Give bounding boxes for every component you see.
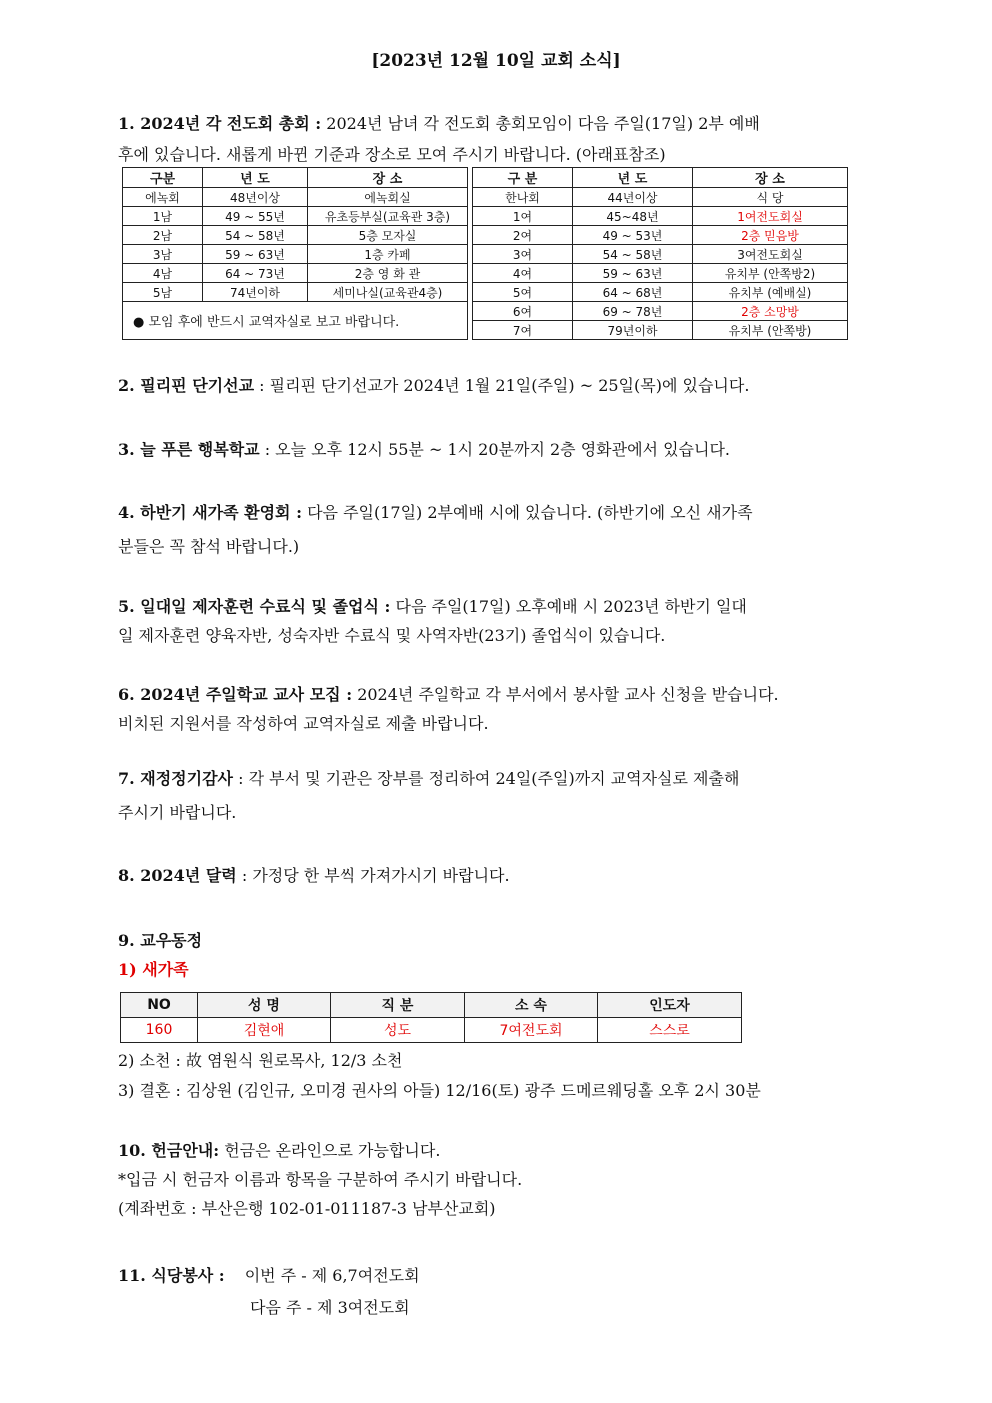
table-cell: 59 ~ 63년 <box>203 245 308 264</box>
table-cell: 5층 모자실 <box>308 226 468 245</box>
section-1-heading: 1. 2024년 각 전도회 총회 : <box>118 114 322 133</box>
section-2-heading: 2. 필리핀 단기선교 <box>118 376 255 395</box>
kitchen-this-week: 이번 주 - 제 6,7여전도회 <box>244 1266 420 1285</box>
table-cell: 1층 카페 <box>308 245 468 264</box>
table-row <box>121 1018 742 1043</box>
table-cell: 69 ~ 78년 <box>573 302 693 321</box>
table-cell: 유치부 (예배실) <box>693 283 848 302</box>
section-2-text: : 필리핀 단기선교가 2024년 1월 21일(주일) ~ 25일(목)에 있습니다. <box>254 376 750 395</box>
kitchen-next-week: 다음 주 - 제 3여전도회 <box>250 1298 410 1317</box>
table-cell: 유치부 (안쪽방) <box>693 321 848 340</box>
table-cell: 3여 <box>473 245 573 264</box>
table-cell: 스스로 <box>598 1018 742 1043</box>
table-cell: 세미나실(교육관4층) <box>308 283 468 302</box>
section-5-heading: 5. 일대일 제자훈련 수료식 및 졸업식 : <box>118 597 391 616</box>
table-row <box>123 226 848 245</box>
section-7-heading: 7. 재정정기감사 <box>118 769 234 788</box>
table-cell: 한나회 <box>473 188 573 207</box>
section-1 <box>118 108 878 170</box>
table-row <box>123 264 848 283</box>
section-6 <box>118 680 878 738</box>
obituary-line: 2) 소천 : 故 염원식 원로목사, 12/3 소천 <box>118 1051 403 1070</box>
section-7 <box>118 762 878 830</box>
table-cell: 2여 <box>473 226 573 245</box>
table-cell: 4남 <box>123 264 203 283</box>
section-9-details <box>118 1046 898 1106</box>
header-cell: 성 명 <box>198 993 331 1018</box>
section-4-text-1: 다음 주일(17일) 2부예배 시에 있습니다. (하반기에 오신 새가족 <box>302 503 753 522</box>
header-cell: 구분 <box>123 168 203 188</box>
table-cell: 2남 <box>123 226 203 245</box>
section-8-heading: 8. 2024년 달력 <box>118 866 237 885</box>
header-cell: 장 소 <box>693 168 848 188</box>
table-cell: 6여 <box>473 302 573 321</box>
new-family-subheading: 1) 새가족 <box>118 960 189 979</box>
section-6-text-1: 2024년 주일학교 각 부서에서 봉사할 교사 신청을 받습니다. <box>352 685 779 704</box>
table-cell: 에녹회실 <box>308 188 468 207</box>
table-cell: 김현애 <box>198 1018 331 1043</box>
table-row <box>123 283 848 302</box>
table-cell: 48년이상 <box>203 188 308 207</box>
section-10-heading: 10. 헌금안내: <box>118 1141 220 1160</box>
section-8-text: : 가정당 한 부씩 가져가시기 바랍니다. <box>236 866 510 885</box>
header-cell: 장 소 <box>308 168 468 188</box>
table-cell: 4여 <box>473 264 573 283</box>
section-7-text-1: : 각 부서 및 기관은 장부를 정리하여 24일(주일)까지 교역자실로 제출해 <box>233 769 740 788</box>
table-row <box>123 245 848 264</box>
table-cell: 59 ~ 63년 <box>573 264 693 283</box>
table-cell: 3남 <box>123 245 203 264</box>
section-9-heading: 9. 교우동정 <box>118 931 203 950</box>
meeting-table <box>122 167 848 340</box>
table-row <box>123 207 848 226</box>
table-cell: 7여 <box>473 321 573 340</box>
report-note: ● 모임 후에 반드시 교역자실로 보고 바랍니다. <box>123 302 468 340</box>
table-cell: 1남 <box>123 207 203 226</box>
section-5-text-1: 다음 주일(17일) 오후예배 시 2023년 하반기 일대 <box>390 597 747 616</box>
table-cell: 79년이하 <box>573 321 693 340</box>
table-cell: 5여 <box>473 283 573 302</box>
table-row <box>123 188 848 207</box>
section-6-heading: 6. 2024년 주일학교 교사 모집 : <box>118 685 353 704</box>
section-4-text-2: 분들은 꼭 참석 바랍니다.) <box>118 537 300 556</box>
table-cell: 54 ~ 58년 <box>203 226 308 245</box>
table-cell: 식 당 <box>693 188 848 207</box>
table-cell: 유치부 (안쪽방2) <box>693 264 848 283</box>
section-7-text-2: 주시기 바랍니다. <box>118 803 237 822</box>
section-1-text-2: 후에 있습니다. 새롭게 바뀐 기준과 장소로 모여 주시기 바랍니다. (아래표참조) <box>118 145 666 164</box>
section-10 <box>118 1136 878 1223</box>
meeting-table-header <box>123 168 848 188</box>
section-6-text-2: 비치된 지원서를 작성하여 교역자실로 제출 바랍니다. <box>118 714 489 733</box>
table-cell: 49 ~ 55년 <box>203 207 308 226</box>
section-5 <box>118 592 878 650</box>
wedding-line: 3) 결혼 : 김상원 (김인규, 오미경 권사의 아들) 12/16(토) 광주 드메르웨딩홀 오후 2시 30분 <box>118 1081 761 1100</box>
header-cell: 소 속 <box>465 993 598 1018</box>
header-cell: 년 도 <box>573 168 693 188</box>
table-cell: 45~48년 <box>573 207 693 226</box>
header-cell: 구 분 <box>473 168 573 188</box>
section-4 <box>118 496 878 564</box>
table-cell: 성도 <box>331 1018 465 1043</box>
table-cell: 2층 소망방 <box>693 302 848 321</box>
table-cell: 44년이상 <box>573 188 693 207</box>
section-10-text-1: 헌금은 온라인으로 가능합니다. <box>219 1141 441 1160</box>
table-cell: 유초등부실(교육관 3층) <box>308 207 468 226</box>
table-cell: 74년이하 <box>203 283 308 302</box>
section-11 <box>118 1260 878 1324</box>
section-9 <box>118 926 878 984</box>
table-cell: 1여 <box>473 207 573 226</box>
section-3 <box>118 434 878 465</box>
table-cell: 2층 믿음방 <box>693 226 848 245</box>
table-cell: 1여전도회실 <box>693 207 848 226</box>
table-cell: 7여전도회 <box>465 1018 598 1043</box>
new-family-table <box>120 992 742 1043</box>
table-cell: 64 ~ 68년 <box>573 283 693 302</box>
section-3-heading: 3. 늘 푸른 행복학교 <box>118 440 260 459</box>
table-cell: 2층 영 화 관 <box>308 264 468 283</box>
table-cell: 64 ~ 73년 <box>203 264 308 283</box>
section-3-text: : 오늘 오후 12시 55분 ~ 1시 20분까지 2층 영화관에서 있습니다. <box>259 440 730 459</box>
header-cell: 년 도 <box>203 168 308 188</box>
section-8 <box>118 860 878 891</box>
header-cell: NO <box>121 993 198 1018</box>
table-cell: 5남 <box>123 283 203 302</box>
page-title: [2023년 12월 10일 교회 소식] <box>371 51 621 71</box>
table-row <box>123 302 848 321</box>
section-10-text-2: *입금 시 헌금자 이름과 항목을 구분하여 주시기 바랍니다. <box>118 1170 523 1189</box>
section-11-heading: 11. 식당봉사 : <box>118 1266 225 1285</box>
table-cell: 49 ~ 53년 <box>573 226 693 245</box>
section-2 <box>118 370 878 401</box>
header-cell: 인도자 <box>598 993 742 1018</box>
table-cell: 에녹회 <box>123 188 203 207</box>
header-cell: 직 분 <box>331 993 465 1018</box>
section-5-text-2: 일 제자훈련 양육자반, 성숙자반 수료식 및 사역자반(23기) 졸업식이 있습니다. <box>118 626 666 645</box>
table-cell: 160 <box>121 1018 198 1043</box>
table-cell: 54 ~ 58년 <box>573 245 693 264</box>
section-1-text-1: 2024년 남녀 각 전도회 총회모임이 다음 주일(17일) 2부 예배 <box>321 114 760 133</box>
new-family-header <box>121 993 742 1018</box>
table-cell: 3여전도회실 <box>693 245 848 264</box>
account-number: (계좌번호 : 부산은행 102-01-011187-3 남부산교회) <box>118 1199 496 1218</box>
section-4-heading: 4. 하반기 새가족 환영회 : <box>118 503 302 522</box>
